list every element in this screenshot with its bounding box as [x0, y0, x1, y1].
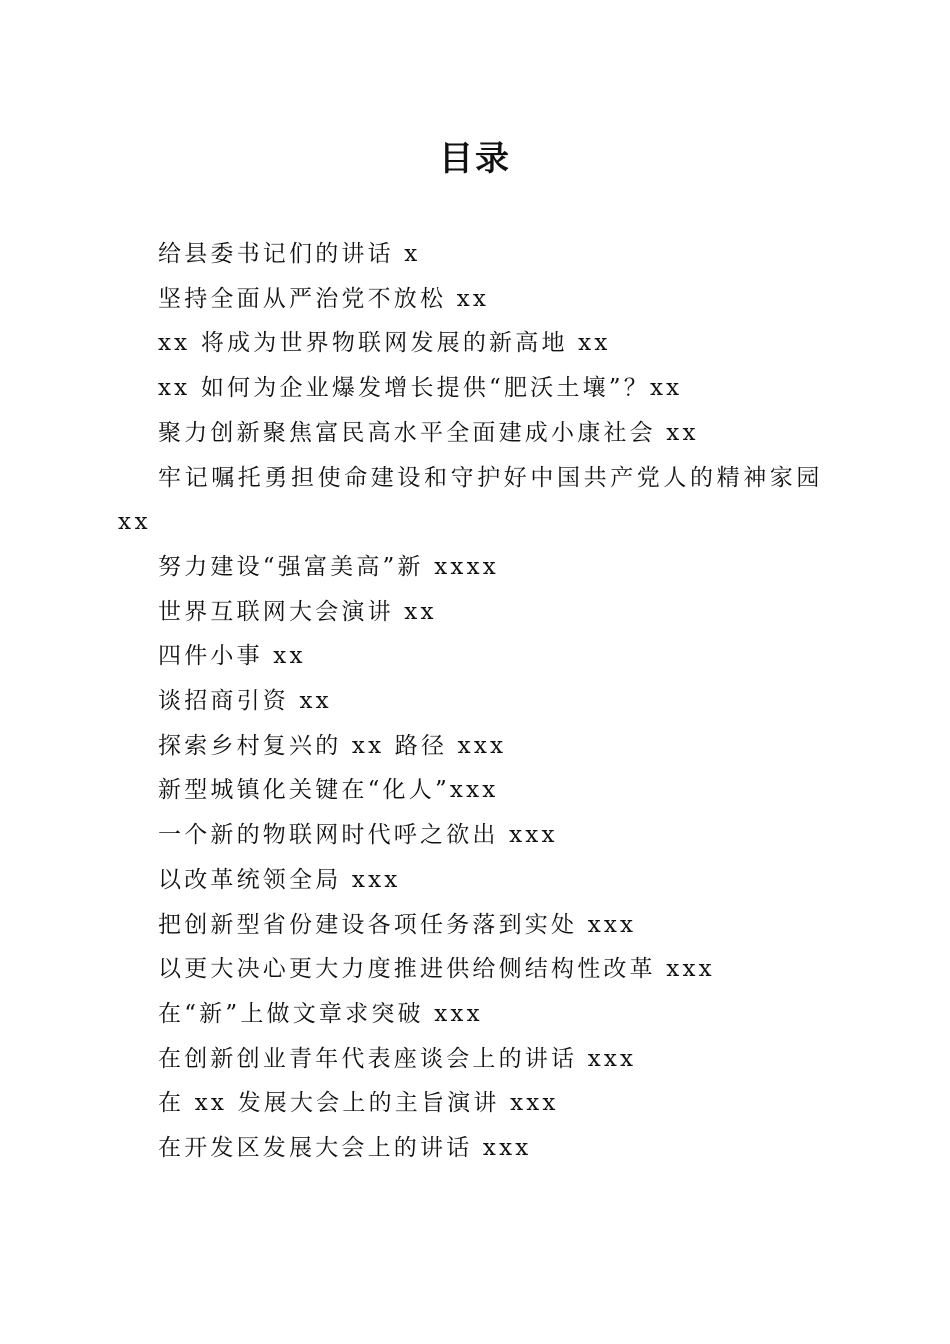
toc-entry: 努力建设“强富美高”新 xxxx	[158, 553, 499, 580]
toc-entry: 以更大决心更大力度推进供给侧结构性改革 xxx	[158, 956, 715, 983]
toc-entry: 在创新创业青年代表座谈会上的讲话 xxx	[158, 1045, 637, 1072]
toc-list	[118, 232, 838, 1171]
toc-entry: 在开发区发展大会上的讲话 xxx	[158, 1135, 532, 1162]
toc-entry: 四件小事 xx	[158, 643, 306, 670]
toc-entry: 牢记嘱托勇担使命建设和守护好中国共产党人的精神家园 xx	[118, 464, 823, 536]
toc-entry: 在 xx 发展大会上的主旨演讲 xxx	[158, 1090, 559, 1117]
toc-entry: 世界互联网大会演讲 xx	[158, 598, 437, 625]
toc-entry: 把创新型省份建设各项任务落到实处 xxx	[158, 911, 637, 938]
toc-entry: 坚持全面从严治党不放松 xx	[158, 285, 490, 312]
toc-entry: 新型城镇化关键在“化人”xxx	[158, 777, 499, 804]
toc-entry: xx 将成为世界物联网发展的新高地 xx	[158, 330, 611, 357]
toc-entry: 一个新的物联网时代呼之欲出 xxx	[158, 822, 558, 849]
toc-entry: 探索乡村复兴的 xx 路径 xxx	[158, 732, 507, 759]
toc-entry: 聚力创新聚焦富民高水平全面建成小康社会 xx	[158, 419, 699, 446]
toc-entry: 在“新”上做文章求突破 xxx	[158, 1000, 483, 1027]
toc-entry: 谈招商引资 xx	[158, 688, 332, 715]
page-title: 目录	[439, 139, 511, 179]
toc-entry: xx 如何为企业爆发增长提供“肥沃土壤”？xx	[158, 375, 683, 402]
toc-entry: 以改革统领全局 xxx	[158, 866, 401, 893]
toc-entry: 给县委书记们的讲话 x	[158, 241, 421, 267]
